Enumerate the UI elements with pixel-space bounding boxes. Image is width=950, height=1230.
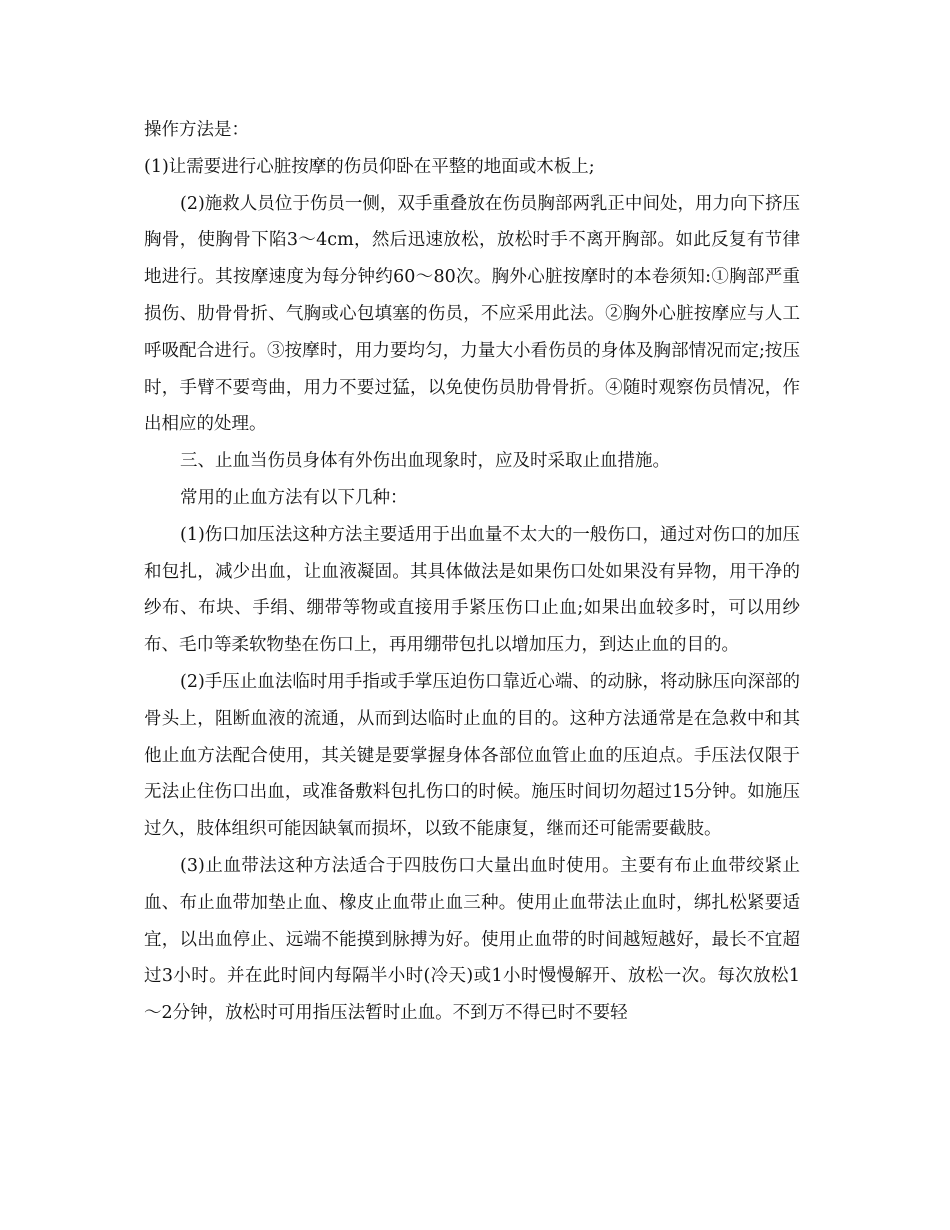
paragraph-step-1: (1)让需要进行心脏按摩的伤员仰卧在平整的地面或木板上; [144, 156, 595, 177]
paragraph-method-pressure: (1)伤口加压法这种方法主要适用于出血量不太大的一般伤口，通过对伤口的加压和包扎，减少出血，让血液凝固。其具体做法是如果伤口处如果没有异物，用干净的纱布、布块、手绢、绷带等物或直接用手紧压伤口止血;如果出血较多时，可以用纱布、毛巾等柔软物垫在伤口上，再用绷带包扎以增加压力，到达止血的目的。 [144, 524, 800, 656]
paragraph-intro: 操作方法是： [144, 120, 249, 140]
paragraph-method-hand-pressure: (2)手压止血法临时用手指或手掌压迫伤口靠近心端、的动脉，将动脉压向深部的骨头上，阻断血液的流通，从而到达临时止血的目的。这种方法通常是在急救中和其他止血方法配合使用，其关键是要掌握身体各部位血管止血的压迫点。手压法仅限于无法止住伤口出血，或准备敷料包扎伤口的时候。施压时间切勿超过15分钟。如施压过久，肢体组织可能因缺氧而损坏，以致不能康复，继而还可能需要截肢。 [144, 671, 800, 840]
paragraph-section-hemostasis: 三、止血当伤员身体有外伤出血现象时，应及时采取止血措施。 [180, 451, 670, 472]
paragraph-method-tourniquet: (3)止血带法这种方法适合于四肢伤口大量出血时使用。主要有布止血带绞紧止血、布止血带加垫止血、橡皮止血带止血三种。使用止血带法止血时，绑扎松紧要适宜，以出血停止、远端不能摸到脉搏为好。使用止血带的时间越短越好，最长不宜超过3小时。并在此时间内每隔半小时(冷天)或1小时慢慢解开、放松一次。每次放松1～2分钟，放松时可用指压法暂时止血。不到万不得已时不要轻 [144, 855, 800, 1024]
document-body [144, 112, 800, 1032]
paragraph-step-2: (2)施救人员位于伤员一侧，双手重叠放在伤员胸部两乳正中间处，用力向下挤压胸骨，使胸骨下陷3～4cm，然后迅速放松，放松时手不离开胸部。如此反复有节律地进行。其按摩速度为每分钟约60～80次。胸外心脏按摩时的本卷须知:①胸部严重损伤、肋骨骨折、气胸或心包填塞的伤员，不应采用此法。②胸外心脏按摩应与人工呼吸配合进行。③按摩时，用力要均匀，力量大小看伤员的身体及胸部情况而定;按压时，手臂不要弯曲，用力不要过猛，以免使伤员肋骨骨折。④随时观察伤员情况，作出相应的处理。 [144, 193, 800, 435]
paragraph-methods-intro: 常用的止血方法有以下几种： [180, 487, 408, 508]
